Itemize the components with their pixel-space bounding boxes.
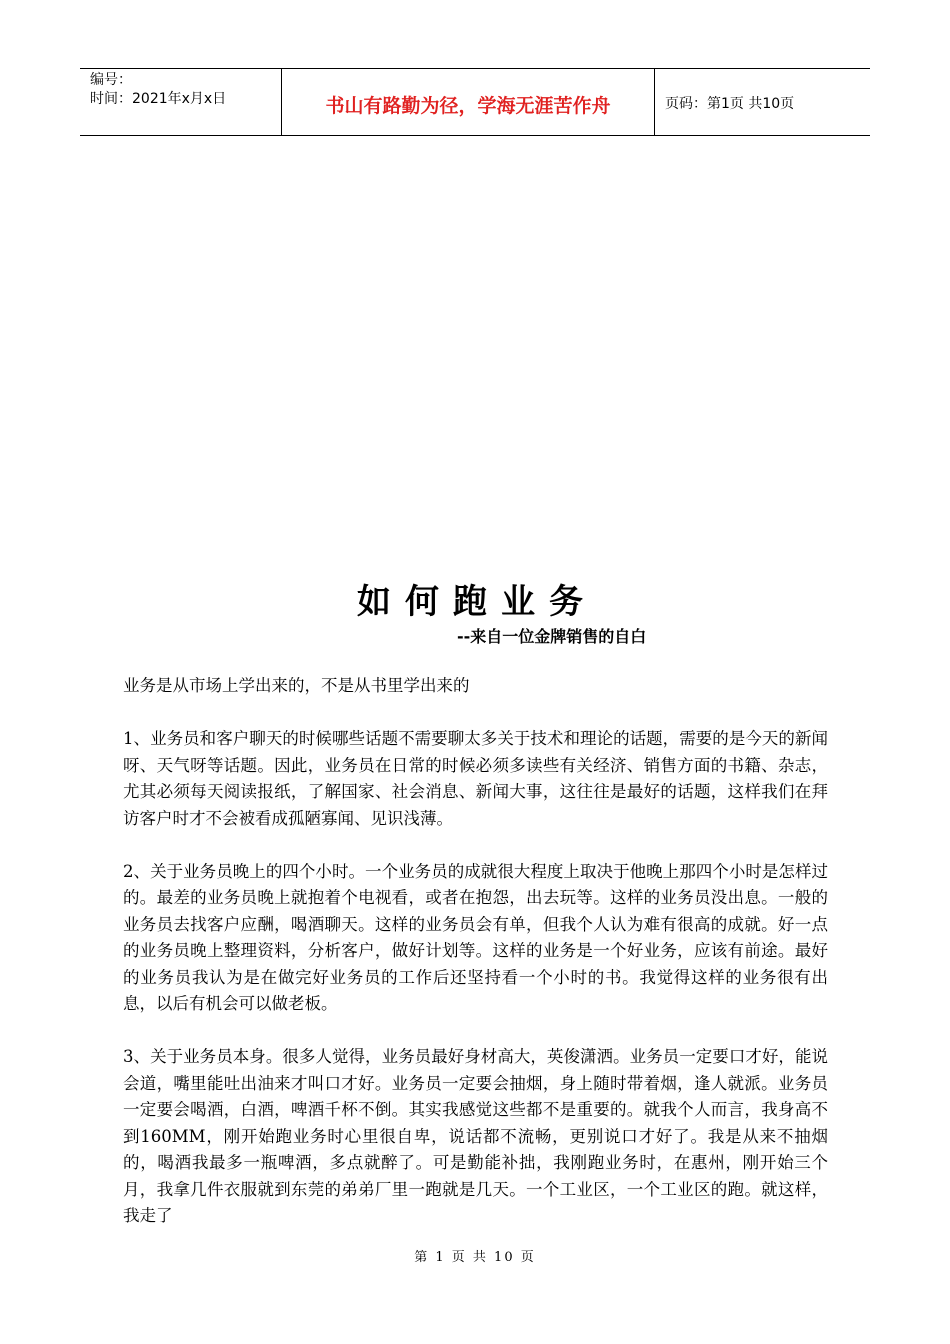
- document-body: [123, 673, 828, 1256]
- paragraph-3: 3、关于业务员本身。很多人觉得，业务员最好身材高大，英俊潇洒。业务员一定要口才好，能说会道，嘴里能吐出油来才叫口才好。业务员一定要会抽烟，身上随时带着烟，逢人就派。业务员一定要会喝酒，白酒，啤酒千杯不倒。其实我感觉这些都不是重要的。就我个人而言，我身高不到160MM，刚开始跑业务时心里很自卑，说话都不流畅，更别说口才好了。我是从来不抽烟的，喝酒我最多一瓶啤酒，多点就醉了。可是勤能补拙，我刚跑业务时，在惠州，刚开始三个月，我拿几件衣服就到东莞的弟弟厂里一跑就是几天。一个工业区，一个工业区的跑。就这样，我走了: [123, 1047, 828, 1225]
- page-title: 如何跑业务: [357, 582, 597, 622]
- document-date: 时间：2021年x月x日: [90, 91, 227, 107]
- page-footer: 第 1 页 共 10 页: [414, 1250, 536, 1265]
- header-left-cell: [80, 69, 282, 135]
- paragraph-1: 1、业务员和客户聊天的时候哪些话题不需要聊太多关于技术和理论的话题，需要的是今天的新闻呀、天气呀等话题。因此，业务员在日常的时候必须多读些有关经济、销售方面的书籍、杂志，尤其必须每天阅读报纸，了解国家、社会消息、新闻大事，这往往是最好的话题，这样我们在拜访客户时才不会被看成孤陋寡闻、见识浅薄。: [123, 729, 828, 828]
- page-subtitle: --来自一位金牌销售的自白: [457, 627, 647, 646]
- header-motto: 书山有路勤为径，学海无涯苦作舟: [282, 69, 655, 135]
- paragraph-intro: 业务是从市场上学出来的，不是从书里学出来的: [123, 676, 470, 695]
- header-table: [80, 68, 870, 136]
- document-number-label: 编号：: [90, 72, 132, 88]
- paragraph-2: 2、关于业务员晚上的四个小时。一个业务员的成就很大程度上取决于他晚上那四个小时是怎样过的。最差的业务员晚上就抱着个电视看，或者在抱怨，出去玩等。这样的业务员没出息。一般的业务员去找客户应酬，喝酒聊天。这样的业务员会有单，但我个人认为难有很高的成就。好一点的业务员晚上整理资料，分析客户，做好计划等。这样的业务是一个好业务，应该有前途。最好的业务员我认为是在做完好业务员的工作后还坚持看一个小时的书。我觉得这样的业务很有出息，以后有机会可以做老板。: [123, 861, 828, 1013]
- header-page-info: 页码：第1页 共10页: [665, 96, 795, 112]
